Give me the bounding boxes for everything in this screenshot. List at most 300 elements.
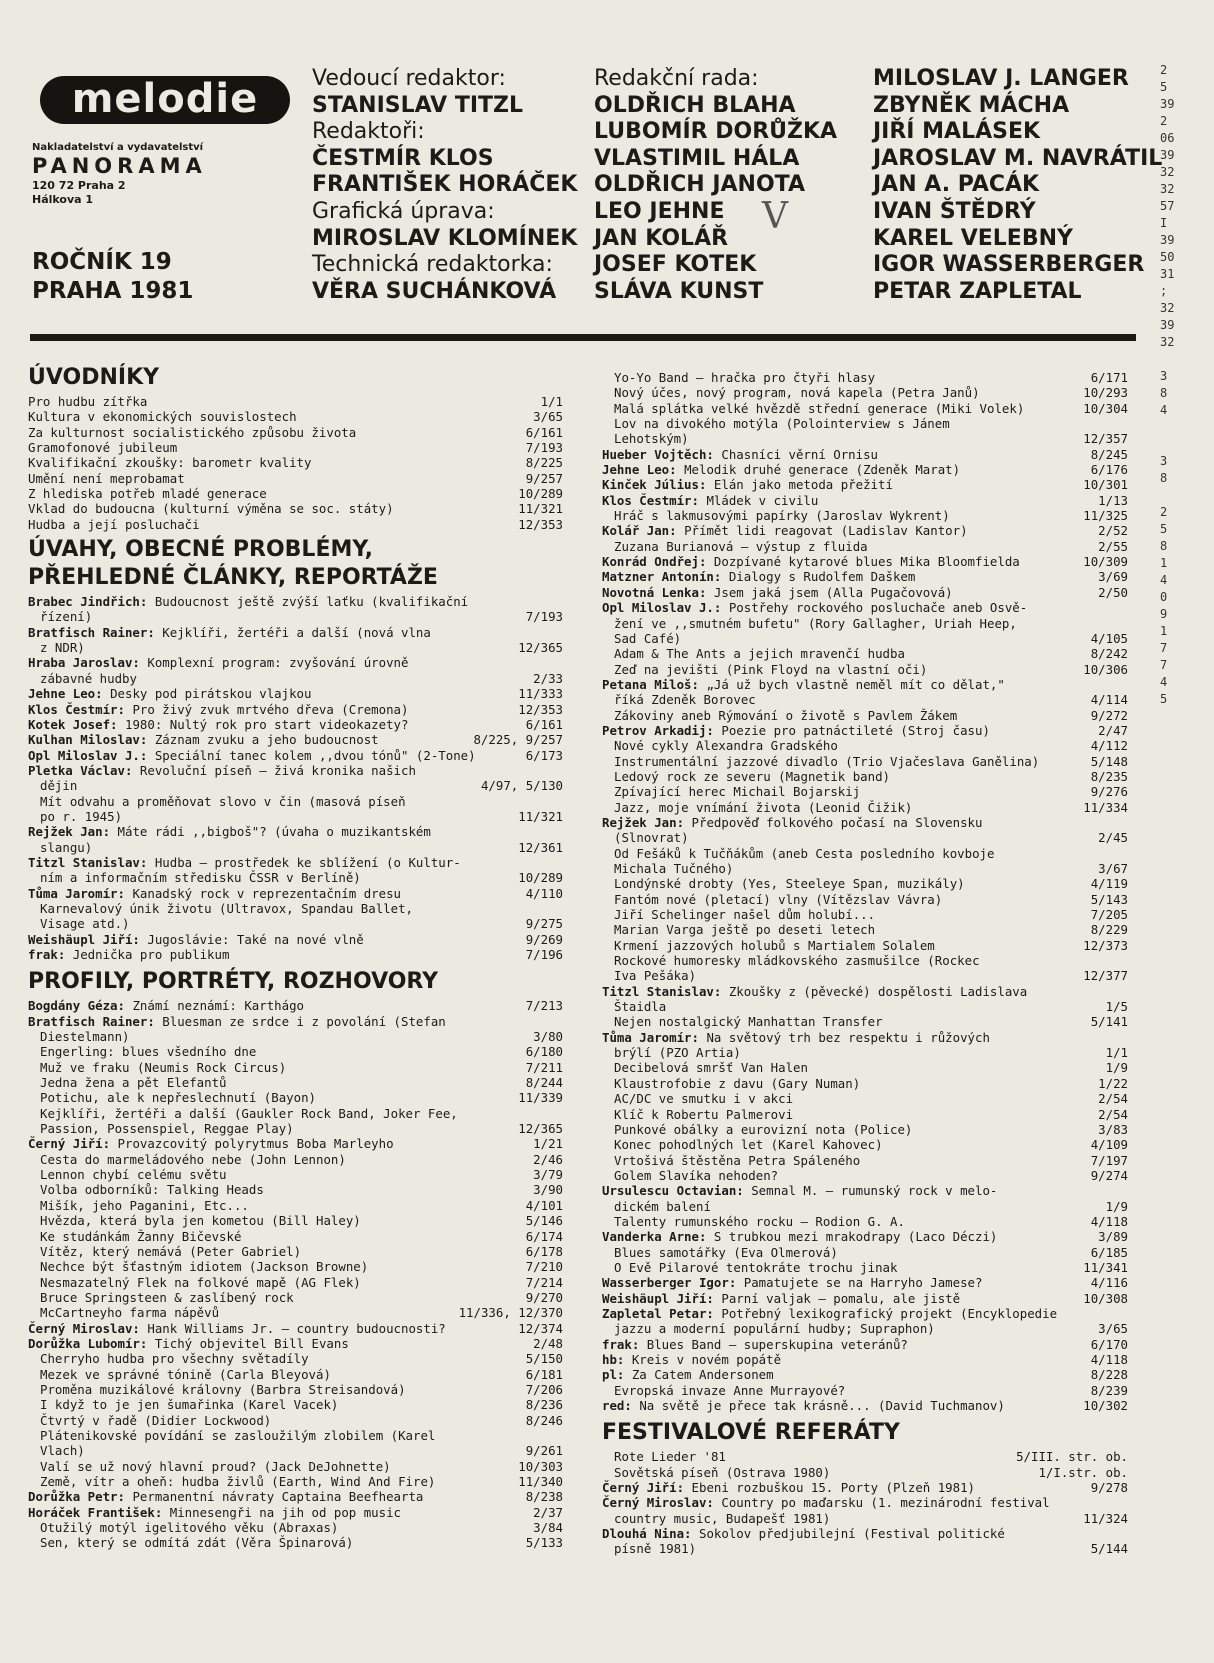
index-entry <box>28 1351 563 1366</box>
index-entry <box>602 662 1128 677</box>
entry-author: Bratfisch Rainer: <box>28 624 163 640</box>
entry-line <box>602 431 1128 446</box>
entry-title: řízení) <box>40 609 93 625</box>
entry-line <box>602 723 1128 738</box>
board-member: MILOSLAV J. LANGER <box>873 66 1129 91</box>
entry-line <box>602 585 1128 600</box>
entry-line <box>602 1337 1128 1352</box>
entry-title: Volba odborníků: Talking Heads <box>40 1182 264 1198</box>
entry-line <box>602 600 1128 615</box>
entry-title: Minnesengři na jih od pop music <box>169 1504 402 1520</box>
entry-title: Mít odvahu a proměňovat slovo v čin (masová píseň <box>40 793 406 809</box>
entry-page-ref: 10/301 <box>1083 477 1128 493</box>
entry-title: Mezek ve správné tónině (Carla Bleyová) <box>40 1366 331 1382</box>
entry-line <box>602 1199 1128 1214</box>
entry-line <box>602 846 1128 861</box>
entry-title: Komplexní program: zvyšování úrovně <box>147 655 409 671</box>
margin-digit: 8 <box>1160 471 1168 485</box>
index-entry <box>602 508 1128 523</box>
index-entry <box>602 554 1128 569</box>
entry-page-ref: 6/170 <box>1090 1336 1128 1352</box>
entry-title: Hudba a její posluchači <box>28 516 200 532</box>
entry-line <box>602 1260 1128 1275</box>
entry-title: říká Zdeněk Borovec <box>614 692 756 708</box>
entry-page-ref: 2/54 <box>1098 1091 1128 1107</box>
entry-author: Tůma Jaromír: <box>602 1029 707 1045</box>
entry-title: Provazcovitý polyrytmus Boba Marleyho <box>117 1136 394 1152</box>
entry-page-ref: 6/180 <box>525 1044 563 1060</box>
entry-line <box>602 815 1128 830</box>
publisher-block <box>32 142 207 207</box>
entry-title: S trubkou mezi mrakodrapy (Laco Déczi) <box>713 1229 998 1245</box>
entry-title: Ledový rock ze severu (Magnetik band) <box>614 768 891 784</box>
index-entry <box>602 1367 1128 1382</box>
entry-page-ref: 10/293 <box>1083 385 1128 401</box>
entry-title: Jednička pro publikum <box>72 947 230 962</box>
entry-page-ref: 4/114 <box>1090 692 1128 708</box>
index-entry <box>602 462 1128 477</box>
entry-page-ref: 9/275 <box>525 916 563 932</box>
entry-page-ref: 7/210 <box>525 1259 563 1275</box>
entry-page-ref: 9/269 <box>525 931 563 947</box>
entry-page-ref: 4/110 <box>525 885 563 901</box>
entry-line <box>28 1060 563 1075</box>
entry-line <box>28 394 563 409</box>
entry-title: Jazz, moje vnímání života (Leonid Čižik) <box>614 799 913 815</box>
entry-title: Dialogy s Rudolfem Daškem <box>728 569 916 585</box>
index-entry <box>602 1337 1128 1352</box>
entry-page-ref: 7/211 <box>525 1059 563 1075</box>
entry-line <box>602 508 1128 523</box>
entry-page-ref: 8/246 <box>525 1412 563 1428</box>
entry-author: Rejžek Jan: <box>28 824 118 840</box>
index-entry <box>28 1167 563 1182</box>
entry-title: AC/DC ve smutku i v akci <box>614 1091 794 1107</box>
entry-author: red: <box>602 1398 640 1414</box>
entry-page-ref: 2/33 <box>533 670 563 686</box>
margin-digit: 7 <box>1160 641 1168 655</box>
entry-line <box>28 1535 563 1550</box>
handwritten-check-mark: V <box>762 196 788 237</box>
index-entry <box>602 1245 1128 1260</box>
index-entry <box>28 425 563 440</box>
index-entry <box>602 1107 1128 1122</box>
entry-title: Země, vítr a oheň: hudba živlů (Earth, Wind And Fire) <box>40 1474 436 1489</box>
entry-author: Jehne Leo: <box>602 462 685 478</box>
entry-line <box>28 1321 563 1336</box>
index-entry <box>28 855 563 886</box>
index-entry <box>28 1060 563 1075</box>
entry-author: Černý Jiří: <box>28 1136 118 1152</box>
entry-page-ref: 8/244 <box>525 1075 563 1091</box>
entry-page-ref: 7/197 <box>1090 1152 1128 1168</box>
entry-title: Diestelmann) <box>40 1029 130 1045</box>
entry-page-ref: 3/84 <box>533 1520 563 1536</box>
entry-title: slangu) <box>40 839 93 855</box>
entry-title: Na světový trh bez respektu i růžových <box>706 1029 990 1045</box>
index-entry <box>28 1213 563 1228</box>
entry-line <box>602 876 1128 891</box>
entry-title: Cherryho hudba pro všechny světadíly <box>40 1351 309 1367</box>
entry-line <box>602 1183 1128 1198</box>
entry-page-ref: 4/109 <box>1090 1137 1128 1153</box>
entry-line <box>28 1367 563 1382</box>
entry-page-ref: 1/5 <box>1105 999 1128 1015</box>
board-member: JAROSLAV M. NAVRÁTIL <box>873 145 1163 171</box>
entry-line <box>602 1060 1128 1075</box>
index-entry <box>28 1535 563 1550</box>
entry-title: Instrumentální jazzové divadlo (Trio Vjačeslava Ganělina) <box>614 753 1040 769</box>
board-member: IVAN ŠTĚDRÝ <box>873 198 1036 224</box>
entry-title: Karnevalový únik životu (Ultravox, Spandau Ballet, <box>40 900 413 916</box>
board-title: Redakční rada: <box>594 66 759 91</box>
index-entry <box>602 907 1128 922</box>
entry-title: Kultura v ekonomických souvislostech <box>28 409 297 425</box>
entry-title: Talenty rumunského rocku — Rodion G. A. <box>614 1213 905 1229</box>
index-entry <box>602 1383 1128 1398</box>
entry-page-ref: 2/55 <box>1098 538 1128 554</box>
entry-line <box>28 1489 563 1504</box>
margin-digit: 06 <box>1160 131 1175 145</box>
entry-page-ref: 6/161 <box>525 716 563 732</box>
entry-title: Visage atd.) <box>40 916 130 932</box>
entry-page-ref: 10/289 <box>518 486 563 502</box>
entry-title: Nechce být šťastným idiotem (Jackson Browne) <box>40 1259 369 1275</box>
index-entry <box>28 486 563 501</box>
entry-line <box>602 1291 1128 1306</box>
entry-line <box>602 1398 1128 1413</box>
section-list-profily-continued <box>602 370 1128 1413</box>
entry-title: Tichý objevitel Bill Evans <box>154 1335 349 1351</box>
entry-title: Blues Band — superskupina veteránů? <box>646 1336 908 1352</box>
entry-line <box>602 1076 1128 1091</box>
index-entry <box>602 646 1128 661</box>
entry-line <box>28 1090 563 1105</box>
margin-digit: I <box>1160 216 1168 230</box>
entry-line <box>602 1306 1128 1321</box>
board-member: VLASTIMIL HÁLA <box>594 145 800 171</box>
entry-line <box>602 754 1128 769</box>
margin-digit <box>1160 436 1174 453</box>
entry-page-ref: 4/118 <box>1090 1213 1128 1229</box>
entry-line <box>28 1459 563 1474</box>
entry-page-ref: 4/112 <box>1090 738 1128 754</box>
margin-digit: 32 <box>1160 301 1175 315</box>
entry-title: Sovětská píseň (Ostrava 1980) <box>614 1464 831 1480</box>
index-entry <box>28 1290 563 1305</box>
board-member: OLDŘICH BLAHA <box>594 92 796 118</box>
entry-title: Semnal M. — rumunský rock v melo- <box>751 1183 998 1199</box>
entry-author: Dlouhá Nina: <box>602 1526 699 1542</box>
entry-line <box>28 932 563 947</box>
staff-name: ČESTMÍR KLOS <box>312 145 494 171</box>
entry-title: Adam & The Ants a jejich mravenčí hudba <box>614 646 905 662</box>
index-entry <box>602 1122 1128 1137</box>
section-title-festivalove: FESTIVALOVÉ REFERÁTY <box>602 1420 900 1446</box>
entry-line <box>28 794 563 809</box>
staff-name: VĚRA SUCHÁNKOVÁ <box>312 278 557 304</box>
index-entry <box>602 938 1128 953</box>
entry-title: country music, Budapešť 1981) <box>614 1510 831 1526</box>
entry-page-ref: 11/321 <box>518 501 563 517</box>
index-entry <box>28 1275 563 1290</box>
index-entry <box>28 686 563 701</box>
entry-title: Zpívající herec Michail Bojarskij <box>614 784 861 800</box>
entry-line <box>602 1275 1128 1290</box>
entry-title: I když to je jen šumařinka (Karel Vacek) <box>40 1397 339 1413</box>
entry-page-ref: 4/116 <box>1090 1275 1128 1291</box>
entry-line <box>602 401 1128 416</box>
entry-page-ref: 11/339 <box>518 1090 563 1106</box>
entry-title: Lehotským) <box>614 431 689 447</box>
entry-page-ref: 2/46 <box>533 1151 563 1167</box>
entry-line <box>602 1030 1128 1045</box>
entry-title: Muž ve fraku (Neumis Rock Circus) <box>40 1059 287 1075</box>
entry-page-ref: 2/47 <box>1098 722 1128 738</box>
index-entry <box>602 1153 1128 1168</box>
section-list-uvodniky <box>28 394 563 532</box>
entry-page-ref: 4/97, 5/130 <box>480 778 563 794</box>
entry-title: Mládek v civilu <box>706 492 819 508</box>
entry-page-ref: 10/308 <box>1083 1290 1128 1306</box>
entry-title: Pamatujete se na Harryho Jamese? <box>743 1275 983 1291</box>
margin-digit: 1 <box>1160 556 1168 570</box>
section-list-festivalove <box>602 1449 1128 1556</box>
entry-title: Cesta do marmeládového nebe (John Lennon) <box>40 1151 346 1167</box>
index-entry <box>28 1336 563 1351</box>
entry-title: Máte rádi ,,bigboš"? (úvaha o muzikantském <box>117 824 431 840</box>
entry-page-ref: 5/III. str. ob. <box>1016 1449 1128 1465</box>
entry-title: Nesmazatelný Flek na folkové mapě (AG Flek) <box>40 1274 361 1290</box>
entry-author: Titzl Stanislav: <box>28 854 155 870</box>
entry-line <box>602 907 1128 922</box>
index-entry <box>28 1044 563 1059</box>
entry-line <box>28 1229 563 1244</box>
entry-author: Černý Miroslav: <box>602 1495 722 1511</box>
index-entry <box>602 984 1128 1015</box>
entry-title: Potřebný lexikografický projekt (Encyklopedie <box>721 1305 1058 1321</box>
entry-page-ref: 5/146 <box>525 1213 563 1229</box>
entry-title: Bruce Springsteen & zaslíbený rock <box>40 1289 294 1305</box>
entry-title: Hudba — prostředek ke sblížení (o Kultur- <box>154 854 461 870</box>
entry-page-ref: 4/105 <box>1090 630 1128 646</box>
entry-line <box>602 861 1128 876</box>
entry-page-ref: 6/181 <box>525 1366 563 1382</box>
index-entry <box>28 1244 563 1259</box>
entry-page-ref: 9/270 <box>525 1289 563 1305</box>
margin-digit: 8 <box>1160 539 1168 553</box>
entry-line <box>28 409 563 424</box>
index-entry <box>28 1136 563 1151</box>
volume-block <box>32 248 193 306</box>
entry-author: Černý Miroslav: <box>28 1320 148 1336</box>
entry-line <box>28 640 563 655</box>
editorial-board-col1 <box>594 66 837 305</box>
entry-title: písně 1981) <box>614 1541 697 1557</box>
entry-title: Zuzana Burianová — výstup z fluida <box>614 538 868 554</box>
entry-line <box>28 1152 563 1167</box>
entry-line <box>602 416 1128 431</box>
entry-title: Plátenikovské povídání se zasloužilým zlobilem (Karel <box>40 1427 436 1443</box>
margin-digit: 39 <box>1160 97 1175 111</box>
entry-title: ním a informačním středisku ČSSR v Berlíně) <box>40 870 361 886</box>
index-entry <box>602 539 1128 554</box>
entry-page-ref: 1/I.str. ob. <box>1038 1464 1128 1480</box>
entry-title: po r. 1945) <box>40 808 123 824</box>
entry-author: Ursulescu Octavian: <box>602 1183 752 1199</box>
entry-title: Štaidla <box>614 999 667 1015</box>
entry-line <box>28 870 563 885</box>
entry-page-ref: 11/336, 12/370 <box>458 1305 563 1321</box>
entry-page-ref: 3/69 <box>1098 569 1128 585</box>
entry-title: dickém balení <box>614 1198 711 1214</box>
entry-page-ref: 12/365 <box>518 640 563 656</box>
entry-title: Zeď na jevišti (Pink Floyd na vlastní oči) <box>614 661 928 677</box>
entry-page-ref: 8/236 <box>525 1397 563 1413</box>
board-member: JAN A. PACÁK <box>873 172 1040 198</box>
entry-title: Na světě je přece tak krásně... (David Tuchmanov) <box>639 1398 1005 1414</box>
index-entry <box>28 655 563 686</box>
index-entry <box>602 1229 1128 1244</box>
entry-title: Elán jako metoda přežití <box>713 477 893 493</box>
margin-digit <box>1160 487 1174 504</box>
entry-page-ref: 8/228 <box>1090 1367 1128 1383</box>
index-entry <box>28 732 563 747</box>
melodie-logo: melodie <box>40 76 290 124</box>
entry-page-ref: 7/214 <box>525 1274 563 1290</box>
entry-title: Konec pohodlných let (Karel Kahovec) <box>614 1137 883 1153</box>
entry-title: Sad Café) <box>614 630 682 646</box>
entry-author: Wasserberger Igor: <box>602 1275 744 1291</box>
entry-author: Brabec Jindřich: <box>28 594 155 610</box>
entry-title: Evropská invaze Anne Murrayové? <box>614 1382 846 1398</box>
entry-page-ref: 7/205 <box>1090 907 1128 923</box>
board-member: ZBYNĚK MÁCHA <box>873 92 1070 118</box>
entry-line <box>602 1321 1128 1336</box>
entry-line <box>28 916 563 931</box>
section-title-uvahy <box>28 536 563 592</box>
entry-title: Chasníci věrní Ornisu <box>721 446 879 462</box>
index-entry <box>28 886 563 901</box>
publisher-line: Nakladatelství a vydavatelství <box>32 142 204 153</box>
entry-page-ref: 5/150 <box>525 1351 563 1367</box>
entry-page-ref: 3/65 <box>533 409 563 425</box>
entry-page-ref: 8/235 <box>1090 768 1128 784</box>
index-column-right <box>602 370 1128 1557</box>
entry-page-ref: 10/309 <box>1083 554 1128 570</box>
entry-title: Známí neznámí: Karthágo <box>132 998 305 1014</box>
entry-line <box>602 462 1128 477</box>
entry-line <box>602 1511 1128 1526</box>
entry-title: Fantóm nové (pletací) vlny (Vítězslav Vávra) <box>614 891 943 907</box>
margin-digit: 4 <box>1160 403 1168 417</box>
entry-page-ref: 11/340 <box>518 1474 563 1489</box>
entry-line <box>28 1198 563 1213</box>
entry-title: Hvězda, která byla jen kometou (Bill Haley) <box>40 1213 361 1229</box>
entry-author: Dorůžka Petr: <box>28 1489 133 1505</box>
entry-page-ref: 9/272 <box>1090 707 1128 723</box>
entry-line <box>28 1044 563 1059</box>
entry-title: Blues samotářky (Eva Olmerová) <box>614 1244 838 1260</box>
index-entry <box>28 717 563 732</box>
entry-page-ref: 7/213 <box>525 998 563 1014</box>
entry-title: Postřehy rockového posluchače aneb Osvě- <box>728 600 1028 616</box>
entry-page-ref: 12/377 <box>1083 968 1128 984</box>
margin-digit: 1 <box>1160 624 1168 638</box>
entry-page-ref: 4/101 <box>525 1197 563 1213</box>
index-entry <box>28 440 563 455</box>
entry-author: Petana Miloš: <box>602 676 707 692</box>
entry-title: Rote Lieder '81 <box>614 1449 726 1465</box>
entry-line <box>28 471 563 486</box>
entry-line <box>602 968 1128 983</box>
entry-page-ref: 6/161 <box>525 424 563 440</box>
index-entry <box>28 1305 563 1320</box>
index-entry <box>602 447 1128 462</box>
index-entry <box>602 754 1128 769</box>
index-entry <box>28 1397 563 1412</box>
staff-role: Grafická úprava: <box>312 198 495 224</box>
entry-page-ref: 3/80 <box>533 1029 563 1045</box>
entry-page-ref: 9/257 <box>525 470 563 486</box>
entry-author: Klos Čestmír: <box>28 701 133 717</box>
entry-line <box>602 800 1128 815</box>
entry-title: Lov na divokého motýla (Polointerview s Jánem <box>614 416 950 432</box>
margin-digit: 39 <box>1160 318 1175 332</box>
entry-title: Speciální tanec kolem ,,dvou tónů" (2-Tone) <box>154 747 476 763</box>
entry-title: 1980: Nultý rok pro start videokazety? <box>124 716 409 732</box>
margin-digit: 39 <box>1160 233 1175 247</box>
entry-line <box>602 370 1128 385</box>
index-entry <box>602 800 1128 815</box>
entry-page-ref: 6/174 <box>525 1228 563 1244</box>
margin-digit: 57 <box>1160 199 1175 213</box>
section-title-line: ÚVAHY, OBECNÉ PROBLÉMY, <box>28 537 374 563</box>
entry-title: brýlí (PZO Artia) <box>614 1045 741 1061</box>
entry-title: „Já už bych vlastně neměl mít co dělat," <box>706 676 1005 692</box>
entry-line <box>602 616 1128 631</box>
entry-title: Country po maďarsku (1. mezinárodní festival <box>721 1495 1050 1511</box>
entry-title: Michala Tučného) <box>614 861 734 876</box>
entry-page-ref: 6/171 <box>1090 370 1128 385</box>
entry-line <box>28 455 563 470</box>
entry-author: Kotek Josef: <box>28 716 125 732</box>
entry-line <box>28 1029 563 1044</box>
entry-line <box>602 569 1128 584</box>
entry-page-ref: 1/22 <box>1098 1075 1128 1091</box>
entry-page-ref: 3/79 <box>533 1167 563 1183</box>
index-entry <box>602 1014 1128 1029</box>
entry-line <box>28 1106 563 1121</box>
entry-title: Punkové obálky a eurovizní nota (Police) <box>614 1121 913 1137</box>
entry-line <box>28 1428 563 1443</box>
entry-title: Londýnské drobty (Yes, Steeleye Span, muzikály) <box>614 876 965 892</box>
entry-page-ref: 9/261 <box>525 1443 563 1459</box>
entry-line <box>28 609 563 624</box>
index-entry <box>602 1030 1128 1061</box>
entry-line <box>28 1290 563 1305</box>
entry-line <box>602 738 1128 753</box>
entry-title: Valí se už nový hlavní proud? (Jack DeJohnette) <box>40 1458 391 1474</box>
index-entry <box>602 784 1128 799</box>
entry-line <box>602 1091 1128 1106</box>
entry-page-ref: 1/9 <box>1105 1198 1128 1214</box>
index-entry <box>602 385 1128 400</box>
margin-digit: 32 <box>1160 165 1175 179</box>
entry-line <box>602 1495 1128 1510</box>
entry-line <box>28 1505 563 1520</box>
entry-page-ref: 6/173 <box>525 747 563 763</box>
